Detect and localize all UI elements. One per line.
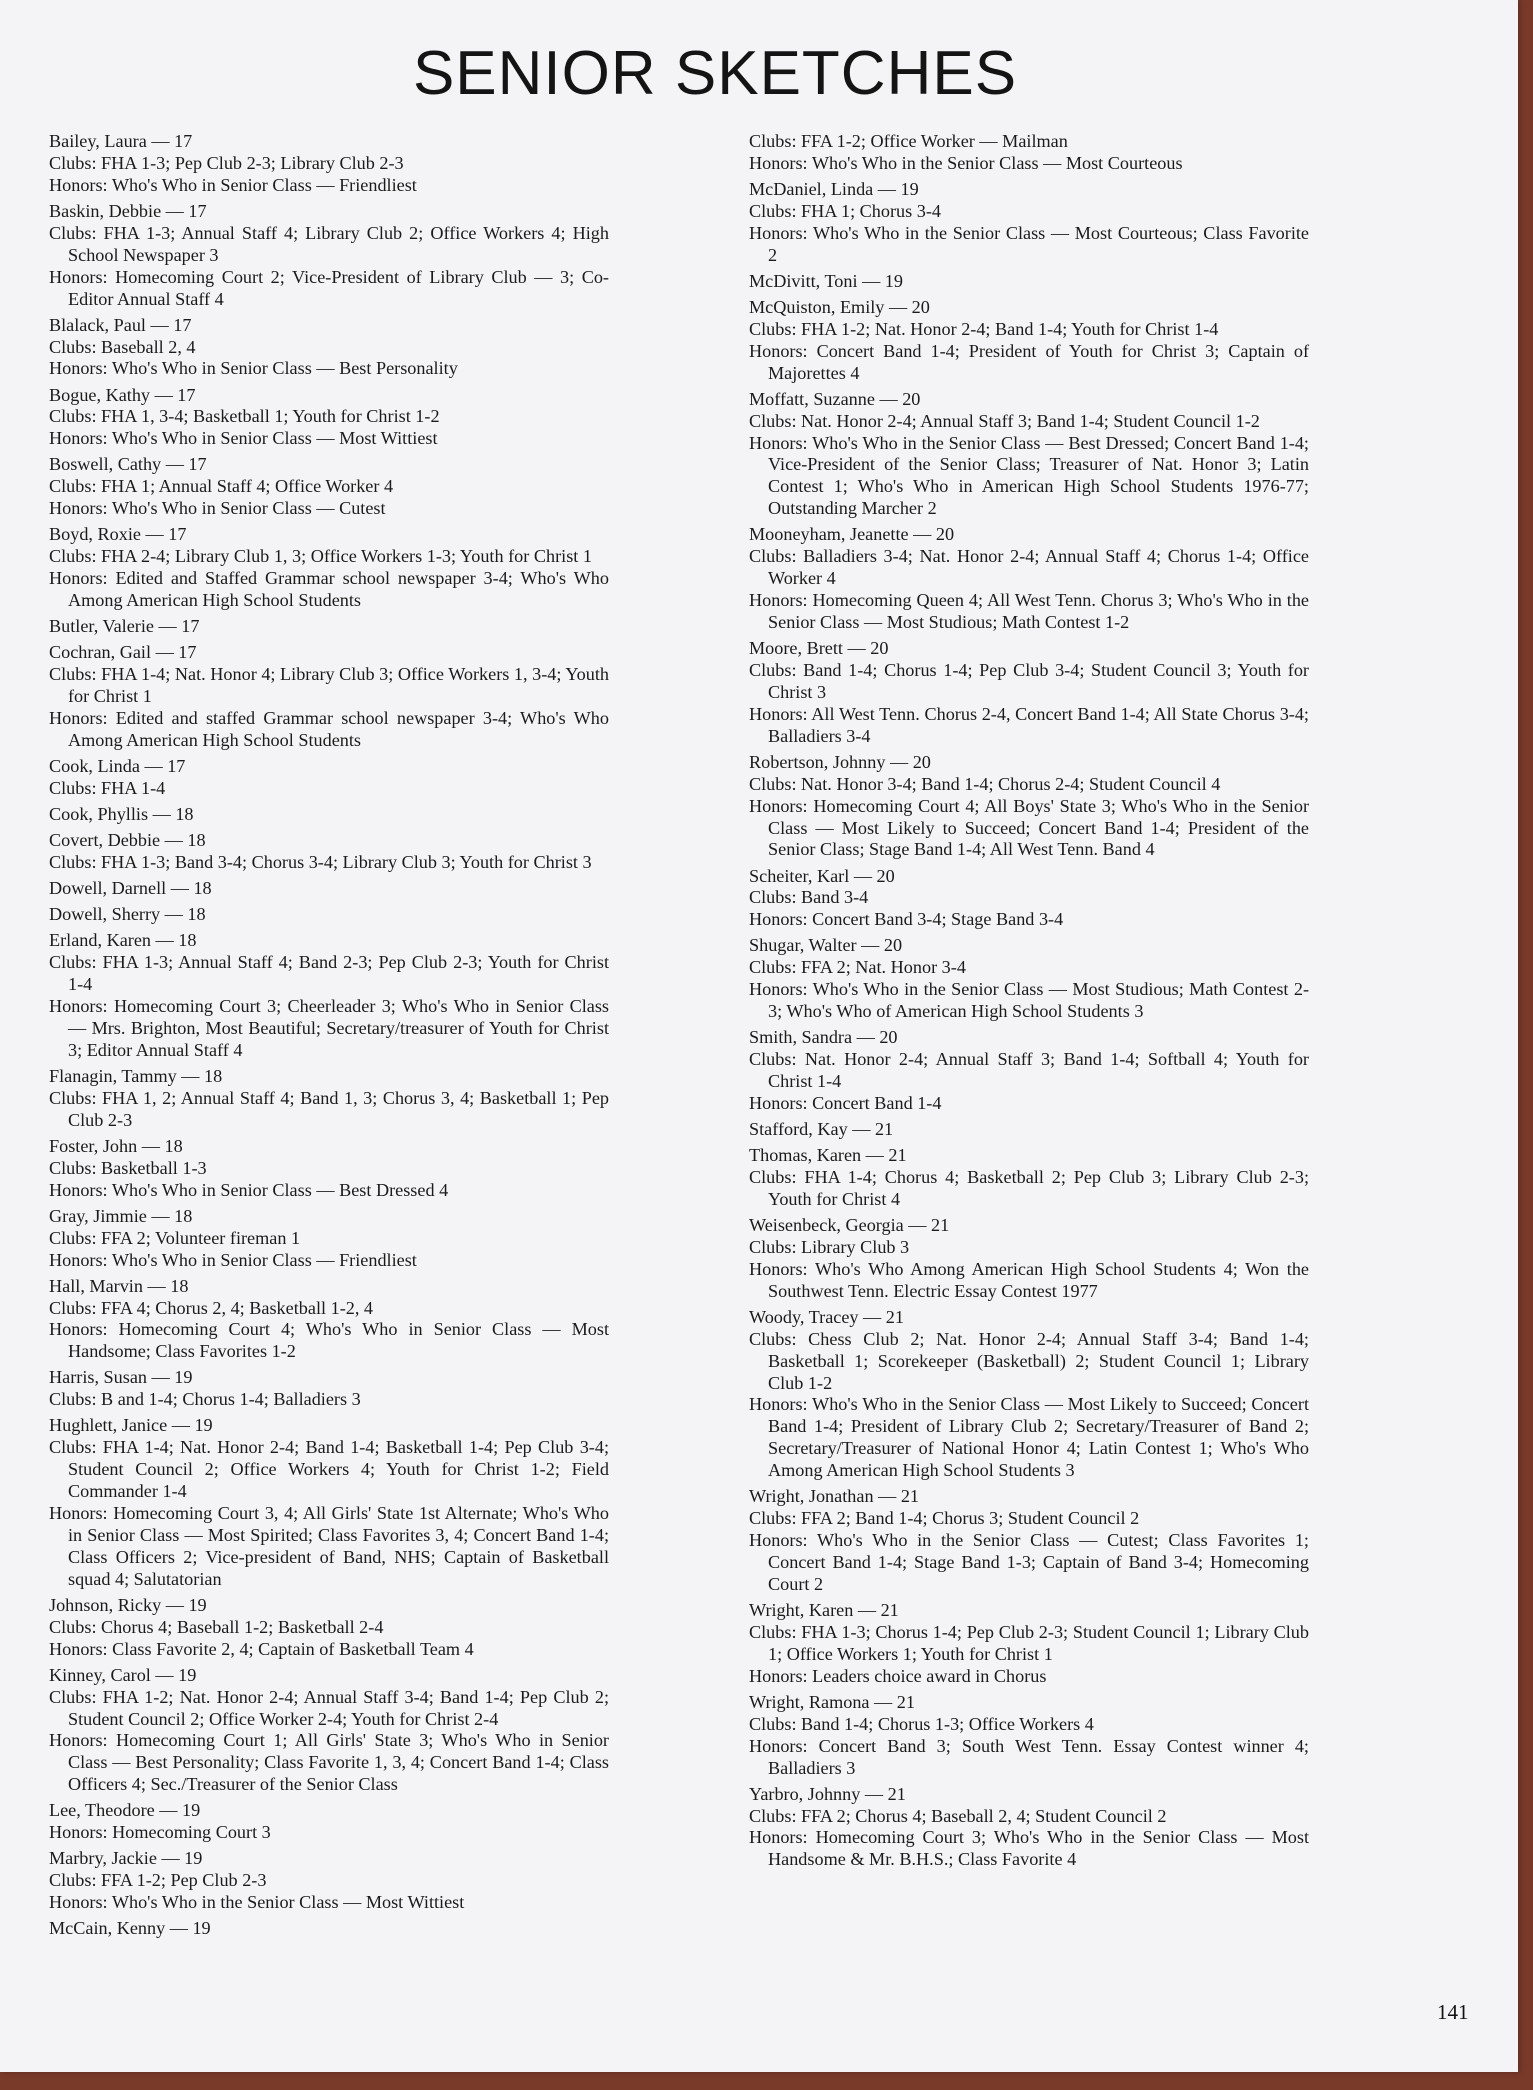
- senior-name: McDaniel, Linda — 19: [749, 179, 919, 199]
- senior-clubs: Clubs: FFA 4; Chorus 2, 4; Basketball 1-2, 4: [49, 1297, 374, 1318]
- senior-clubs: Clubs: FFA 2; Band 1-4; Chorus 3; Student Council 2: [749, 1508, 1140, 1529]
- senior-clubs: Clubs: FHA 1, 3-4; Basketball 1; Youth for Christ 1-2: [49, 406, 440, 427]
- senior-honors: Honors: Concert Band 3-4; Stage Band 3-4: [749, 909, 1064, 930]
- left-column: [49, 131, 609, 1944]
- senior-clubs: Clubs: Nat. Honor 2-4; Annual Staff 3; Band 1-4; Student Council 1-2: [749, 410, 1260, 431]
- senior-name: Robertson, Johnny — 20: [749, 751, 931, 772]
- page-title: SENIOR SKETCHES: [412, 39, 1018, 108]
- senior-clubs: Clubs: FHA 1-4; Chorus 4; Basketball 2; Pep Club 3; Library Club 2-3; Youth for Christ 4: [749, 1167, 1309, 1209]
- senior-clubs: Clubs: Balladiers 3-4; Nat. Honor 2-4; Annual Staff 4; Chorus 1-4; Office Worker 4: [749, 546, 1309, 589]
- senior-clubs: Clubs: Nat. Honor 3-4; Band 1-4; Chorus 2-4; Student Council 4: [749, 773, 1221, 794]
- senior-entry: [749, 638, 1309, 748]
- senior-honors: Honors: Who's Who in the Senior Class — Most Studious; Math Contest 2-3; Who's Who of American High School Students 3: [749, 979, 1309, 1022]
- senior-honors: Honors: Who's Who Among American High School Students 4; Won the Southwest Tenn. Electric Essay Contest 1977: [749, 1258, 1309, 1301]
- senior-entry: [49, 1367, 609, 1411]
- senior-clubs: Clubs: B and 1-4; Chorus 1-4; Balladiers 3: [49, 1389, 361, 1410]
- senior-clubs: Clubs: Band 1-4; Chorus 1-3; Office Workers 4: [749, 1713, 1094, 1734]
- senior-entry: [749, 1119, 1309, 1141]
- senior-name: Cochran, Gail — 17: [49, 642, 197, 663]
- senior-entry: [49, 756, 609, 800]
- senior-name: Moffatt, Suzanne — 20: [749, 388, 921, 409]
- senior-entry: [49, 1665, 609, 1796]
- senior-entry: [749, 1027, 1309, 1115]
- senior-honors: Honors: Who's Who in the Senior Class — Best Dressed; Concert Band 1-4; Vice-President of the Senior Class; Treasurer of Nat. Honor 3; Latin Contest 1; Who's Who in American High School Students 1976-77; Outstanding Marcher 2: [749, 432, 1309, 519]
- senior-clubs: Clubs: FHA 1-4: [49, 777, 166, 798]
- senior-clubs: Clubs: Nat. Honor 2-4; Annual Staff 3; Band 1-4; Softball 4; Youth for Christ 1-4: [749, 1049, 1309, 1092]
- senior-name: Flanagin, Tammy — 18: [49, 1065, 223, 1086]
- senior-entry: [49, 1800, 609, 1844]
- senior-entry: [49, 315, 609, 381]
- senior-honors: Honors: Who's Who in Senior Class — Friendliest: [49, 174, 417, 195]
- senior-name: Boswell, Cathy — 17: [49, 454, 207, 475]
- senior-name: Dowell, Darnell — 18: [49, 878, 212, 899]
- senior-honors: Honors: Concert Band 1-4: [749, 1092, 942, 1113]
- senior-clubs: Clubs: FHA 1; Annual Staff 4; Office Worker 4: [49, 476, 394, 497]
- senior-name: Mooneyham, Jeanette — 20: [749, 524, 955, 545]
- senior-name: Wright, Ramona — 21: [749, 1691, 915, 1712]
- senior-clubs: Clubs: FFA 1-2; Pep Club 2-3: [49, 1870, 267, 1891]
- senior-clubs: Clubs: Band 1-4; Chorus 1-4; Pep Club 3-4; Student Council 3; Youth for Christ 3: [749, 659, 1309, 702]
- senior-clubs: Clubs: FFA 1-2; Office Worker — Mailman: [749, 131, 1068, 151]
- senior-entry: [49, 830, 609, 874]
- senior-name: Stafford, Kay — 21: [749, 1119, 894, 1140]
- senior-honors: Honors: Who's Who in the Senior Class — Most Likely to Succeed; Concert Band 1-4; President of Library Club 2; Secretary/Treasurer of Band 2; Secretary/Treasurer of National Honor 4; Latin Contest 1; Who's Who Among American High School Students 3: [749, 1394, 1309, 1481]
- senior-entry: [749, 1215, 1309, 1303]
- senior-honors: Honors: Leaders choice award in Chorus: [749, 1665, 1047, 1686]
- senior-name: Harris, Susan — 19: [49, 1367, 193, 1388]
- senior-entry: [49, 642, 609, 752]
- senior-name: Butler, Valerie — 17: [49, 616, 200, 637]
- senior-name: Cook, Linda — 17: [49, 755, 186, 776]
- senior-name: Shugar, Walter — 20: [749, 935, 903, 956]
- senior-entry: [49, 1066, 609, 1132]
- senior-entry: [749, 1307, 1309, 1482]
- senior-clubs: Clubs: FHA 1-3; Annual Staff 4; Library Club 2; Office Workers 4; High School Newspaper 3: [49, 222, 609, 265]
- senior-clubs: Clubs: FHA 1-2; Nat. Honor 2-4; Band 1-4; Youth for Christ 1-4: [749, 318, 1219, 339]
- senior-entry: [49, 904, 609, 926]
- senior-honors: Honors: All West Tenn. Chorus 2-4, Concert Band 1-4; All State Chorus 3-4; Balladiers 3-4: [749, 703, 1309, 746]
- senior-name: McCain, Kenny — 19: [49, 1918, 211, 1939]
- senior-entry: [49, 385, 609, 451]
- page-number: 141: [1437, 2000, 1469, 2024]
- senior-clubs: Clubs: FHA 2-4; Library Club 1, 3; Office Workers 1-3; Youth for Christ 1: [49, 546, 592, 567]
- senior-name: Boyd, Roxie — 17: [49, 524, 187, 545]
- senior-entry: [49, 1918, 609, 1940]
- senior-clubs: Clubs: FFA 2; Nat. Honor 3-4: [749, 957, 966, 978]
- senior-clubs: Clubs: FHA 1-4; Nat. Honor 4; Library Club 3; Office Workers 1, 3-4; Youth for Christ 1: [49, 664, 609, 707]
- senior-entry: [49, 201, 609, 311]
- senior-entry: [49, 1848, 609, 1914]
- senior-honors: Honors: Who's Who in Senior Class — Friendliest: [49, 1249, 417, 1270]
- senior-entry: [749, 752, 1309, 862]
- senior-honors: Honors: Edited and Staffed Grammar school newspaper 3-4; Who's Who Among American High School Students: [49, 568, 609, 611]
- senior-name: Gray, Jimmie — 18: [49, 1205, 193, 1226]
- senior-clubs: Clubs: FHA 1; Chorus 3-4: [749, 200, 942, 221]
- senior-entry: [49, 1206, 609, 1272]
- senior-honors: Honors: Who's Who in the Senior Class — Cutest; Class Favorites 1; Concert Band 1-4; Stage Band 1-3; Captain of Band 3-4; Homecoming Court 2: [749, 1530, 1309, 1594]
- senior-clubs: Clubs: Library Club 3: [749, 1236, 910, 1257]
- senior-entry: [49, 616, 609, 638]
- senior-honors: Honors: Homecoming Queen 4; All West Tenn. Chorus 3; Who's Who in the Senior Class — Most Studious; Math Contest 1-2: [749, 590, 1309, 632]
- senior-clubs: Clubs: FHA 1-3; Chorus 1-4; Pep Club 2-3; Student Council 1; Library Club 1; Office Workers 1; Youth for Christ 1: [749, 1621, 1309, 1664]
- senior-clubs: Clubs: FFA 2; Volunteer fireman 1: [49, 1227, 301, 1248]
- senior-name: Hughlett, Janice — 19: [49, 1415, 213, 1436]
- senior-honors: Honors: Who's Who in Senior Class — Cutest: [49, 498, 386, 519]
- senior-honors: Honors: Homecoming Court 1; All Girls' State 3; Who's Who in Senior Class — Best Personality; Class Favorite 1, 3, 4; Concert Band 1-4; Class Officers 4; Sec./Treasurer of the Senior Class: [49, 1730, 609, 1795]
- senior-entry: [749, 389, 1309, 520]
- senior-entry: [49, 1136, 609, 1202]
- senior-honors: Honors: Class Favorite 2, 4; Captain of Basketball Team 4: [49, 1638, 474, 1659]
- senior-clubs: Clubs: FHA 1-3; Pep Club 2-3; Library Club 2-3: [49, 152, 404, 173]
- senior-honors: Honors: Homecoming Court 3: [49, 1822, 271, 1843]
- senior-clubs: Clubs: FHA 1-2; Nat. Honor 2-4; Annual Staff 3-4; Band 1-4; Pep Club 2; Student Council 2; Office Worker 2-4; Youth for Christ 2-4: [49, 1686, 609, 1729]
- senior-clubs: Clubs: FHA 1-4; Nat. Honor 2-4; Band 1-4; Basketball 1-4; Pep Club 3-4; Student Council 2; Office Workers 4; Youth for Christ 1-2; Field Commander 1-4: [49, 1437, 609, 1502]
- senior-name: Lee, Theodore — 19: [49, 1800, 201, 1821]
- senior-entry: [49, 1276, 609, 1364]
- senior-entry: [749, 866, 1309, 932]
- senior-name: Marbry, Jackie — 19: [49, 1848, 203, 1869]
- senior-entry: [749, 297, 1309, 385]
- senior-name: Smith, Sandra — 20: [749, 1027, 898, 1048]
- senior-entry: [749, 524, 1309, 634]
- senior-name: Bogue, Kathy — 17: [49, 384, 196, 405]
- senior-honors: Honors: Who's Who in Senior Class — Most Wittiest: [49, 428, 438, 449]
- senior-name: Blalack, Paul — 17: [49, 314, 192, 335]
- senior-honors: Honors: Who's Who in Senior Class — Best Personality: [49, 358, 458, 379]
- senior-honors: Honors: Who's Who in Senior Class — Best Dressed 4: [49, 1179, 449, 1200]
- senior-entry: [749, 935, 1309, 1023]
- senior-entry: [749, 1486, 1309, 1596]
- senior-honors: Honors: Homecoming Court 3; Cheerleader 3; Who's Who in Senior Class — Mrs. Brighton, Most Beautiful; Secretary/treasurer of Youth for Christ 3; Editor Annual Staff 4: [49, 995, 609, 1060]
- senior-honors: Honors: Who's Who in the Senior Class — Most Courteous; Class Favorite 2: [749, 222, 1309, 265]
- senior-name: Bailey, Laura — 17: [49, 131, 193, 151]
- senior-honors: Honors: Who's Who in the Senior Class — Most Wittiest: [49, 1892, 465, 1913]
- senior-entry: [749, 1784, 1309, 1872]
- senior-name: Johnson, Ricky — 19: [49, 1594, 207, 1615]
- senior-clubs: Clubs: Band 3-4: [749, 887, 869, 908]
- senior-name: Yarbro, Johnny — 21: [749, 1783, 906, 1804]
- senior-clubs: Clubs: Chess Club 2; Nat. Honor 2-4; Annual Staff 3-4; Band 1-4; Basketball 1; Scorekeeper (Basketball) 2; Student Council 1; Library Club 1-2: [749, 1328, 1309, 1393]
- senior-name: Hall, Marvin — 18: [49, 1275, 189, 1296]
- senior-name: Woody, Tracey — 21: [749, 1306, 904, 1327]
- senior-name: Moore, Brett — 20: [749, 638, 889, 659]
- senior-name: Weisenbeck, Georgia — 21: [749, 1215, 950, 1236]
- senior-entry: [49, 1415, 609, 1590]
- senior-honors: Honors: Homecoming Court 4; All Boys' State 3; Who's Who in the Senior Class — Most Likely to Succeed; Concert Band 1-4; President of the Senior Class; Stage Band 1-4; All West Tenn. Band 4: [749, 795, 1309, 860]
- senior-name: McDivitt, Toni — 19: [749, 270, 903, 291]
- senior-name: McQuiston, Emily — 20: [749, 296, 930, 317]
- senior-honors: Honors: Homecoming Court 3; Who's Who in the Senior Class — Most Handsome & Mr. B.H.S.; Class Favorite 4: [749, 1827, 1309, 1870]
- right-column: [749, 131, 1309, 1875]
- senior-entry: [749, 131, 1309, 175]
- senior-name: Thomas, Karen — 21: [749, 1145, 907, 1166]
- senior-name: Wright, Karen — 21: [749, 1600, 899, 1620]
- senior-name: Foster, John — 18: [49, 1135, 183, 1156]
- senior-honors: Honors: Concert Band 1-4; President of Youth for Christ 3; Captain of Majorettes 4: [749, 340, 1309, 383]
- senior-entry: [49, 930, 609, 1061]
- senior-name: Wright, Jonathan — 21: [749, 1486, 920, 1507]
- senior-honors: Honors: Who's Who in the Senior Class — Most Courteous: [749, 152, 1183, 173]
- senior-entry: [749, 1145, 1309, 1211]
- senior-name: Covert, Debbie — 18: [49, 830, 206, 851]
- senior-clubs: Clubs: Basketball 1-3: [49, 1157, 207, 1178]
- senior-entry: [749, 1600, 1309, 1688]
- senior-entry: [49, 131, 609, 197]
- senior-honors: Honors: Homecoming Court 3, 4; All Girls' State 1st Alternate; Who's Who in Senior Class — Most Spirited; Class Favorites 3, 4; Concert Band 1-4; Class Officers 2; Vice-president of Band, NHS; Captain of Basketball squad 4; Salutatorian: [49, 1503, 609, 1589]
- senior-entry: [49, 878, 609, 900]
- senior-name: Erland, Karen — 18: [49, 930, 197, 951]
- senior-clubs: Clubs: Baseball 2, 4: [49, 336, 196, 357]
- senior-entry: [49, 454, 609, 520]
- senior-clubs: Clubs: FHA 1-3; Band 3-4; Chorus 3-4; Library Club 3; Youth for Christ 3: [49, 851, 592, 872]
- senior-entry: [749, 271, 1309, 293]
- senior-clubs: Clubs: FHA 1-3; Annual Staff 4; Band 2-3; Pep Club 2-3; Youth for Christ 1-4: [49, 952, 609, 995]
- senior-name: Dowell, Sherry — 18: [49, 904, 206, 925]
- senior-clubs: Clubs: FFA 2; Chorus 4; Baseball 2, 4; Student Council 2: [749, 1805, 1167, 1826]
- senior-entry: [49, 524, 609, 612]
- senior-honors: Honors: Homecoming Court 2; Vice-President of Library Club — 3; Co-Editor Annual Staff 4: [49, 266, 609, 309]
- senior-name: Cook, Phyllis — 18: [49, 803, 194, 824]
- senior-entry: [749, 1692, 1309, 1780]
- senior-name: Baskin, Debbie — 17: [49, 200, 207, 221]
- senior-clubs: Clubs: Chorus 4; Baseball 1-2; Basketball 2-4: [49, 1616, 384, 1637]
- senior-honors: Honors: Concert Band 3; South West Tenn. Essay Contest winner 4; Balladiers 3: [749, 1735, 1309, 1778]
- senior-name: Scheiter, Karl — 20: [749, 865, 895, 886]
- senior-entry: [749, 179, 1309, 267]
- senior-clubs: Clubs: FHA 1, 2; Annual Staff 4; Band 1, 3; Chorus 3, 4; Basketball 1; Pep Club 2-3: [49, 1087, 609, 1130]
- senior-honors: Honors: Edited and staffed Grammar school newspaper 3-4; Who's Who Among American High School Students: [49, 707, 609, 750]
- senior-entry: [49, 804, 609, 826]
- senior-honors: Honors: Homecoming Court 4; Who's Who in Senior Class — Most Handsome; Class Favorites 1-2: [49, 1319, 609, 1362]
- senior-entry: [49, 1595, 609, 1661]
- senior-name: Kinney, Carol — 19: [49, 1664, 197, 1685]
